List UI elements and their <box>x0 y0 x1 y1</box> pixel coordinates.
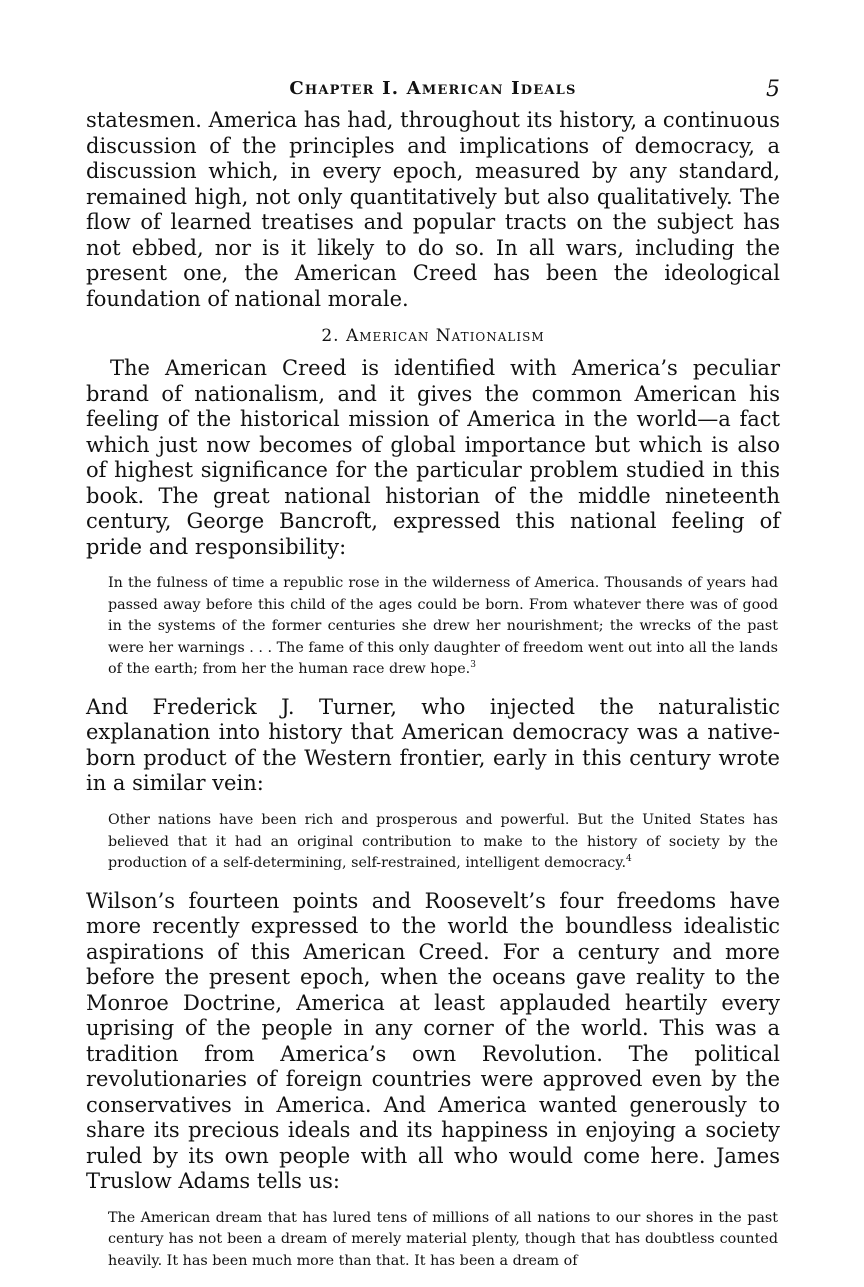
quote-adams-text: The American dream that has lured tens of millions of all nations to our shores in the past century has not been a dream of merely material plenty, though that has doubtless counted heavily. It has been much more than that. It has been a dream of <box>108 1209 778 1269</box>
block-quote-turner <box>108 810 778 875</box>
quote-turner-text: Other nations have been rich and prosperous and powerful. But the United States has believed that it had an original contribution to make to the history of society by the production of a self-determining, self-restrained, intelligent democracy. <box>108 811 778 872</box>
page-number: 5 <box>766 77 780 102</box>
section-heading: 2. American Nationalism <box>321 326 545 346</box>
block-quote-adams <box>108 1208 778 1273</box>
block-quote-bancroft <box>108 573 778 681</box>
running-head <box>86 78 780 108</box>
document-page <box>86 78 780 1287</box>
footnote-marker-3: 3 <box>470 660 476 671</box>
quote-bancroft-text: In the fulness of time a republic rose in the wilderness of America. Thousands of years had passed away before this child of the ages could be born. From whatever there was of good in the systems of the former centuries she drew her nourishment; the wrecks of the past were her warnings . . . The fame of this only daughter of freedom went out into all the lands of the earth; from her the human race drew hope. <box>108 575 778 678</box>
chapter-title: Chapter I. American Ideals <box>289 78 577 99</box>
paragraph-4: Wilson’s fourteen points and Roosevelt’s four freedoms have more recently expressed to the world the boundless idealistic aspirations of this American Creed. For a century and more before the present epoch, when the oceans gave reality to the Monroe Doctrine, America at least applauded heartily every uprising of the people in any corner of the world. This was a tradition from America’s own Revolution. The political revolutionaries of foreign countries were approved even by the conservatives in America. And America wanted generously to share its precious ideals and its happiness in enjoying a society ruled by its own people with all who would come here. James Truslow Adams tells us: <box>86 888 780 1194</box>
paragraph-1: statesmen. America has had, throughout its history, a continuous discussion of the principles and implications of democracy, a discussion which, in every epoch, measured by any standard, remained high, not only quantitatively but also qualitatively. The flow of learned treatises and popular tracts on the subject has not ebbed, nor is it likely to do so. In all wars, including the present one, the American Creed has been the ideological foundation of national morale. <box>86 108 781 311</box>
paragraph-2: The American Creed is identified with America’s peculiar brand of nationalism, and it gives the common American his feeling of the historical mission of America in the world—a fact which just now becomes of global importance but which is also of highest significance for the particular problem studied in this book. The great national historian of the middle nineteenth century, George Bancroft, expressed this national feeling of pride and responsibility: <box>86 356 780 559</box>
paragraph-3: And Frederick J. Turner, who injected the naturalistic explanation into history that American democracy was a native-born product of the Western frontier, early in this century wrote in a similar vein: <box>86 694 780 796</box>
footnote-marker-4: 4 <box>626 854 632 865</box>
